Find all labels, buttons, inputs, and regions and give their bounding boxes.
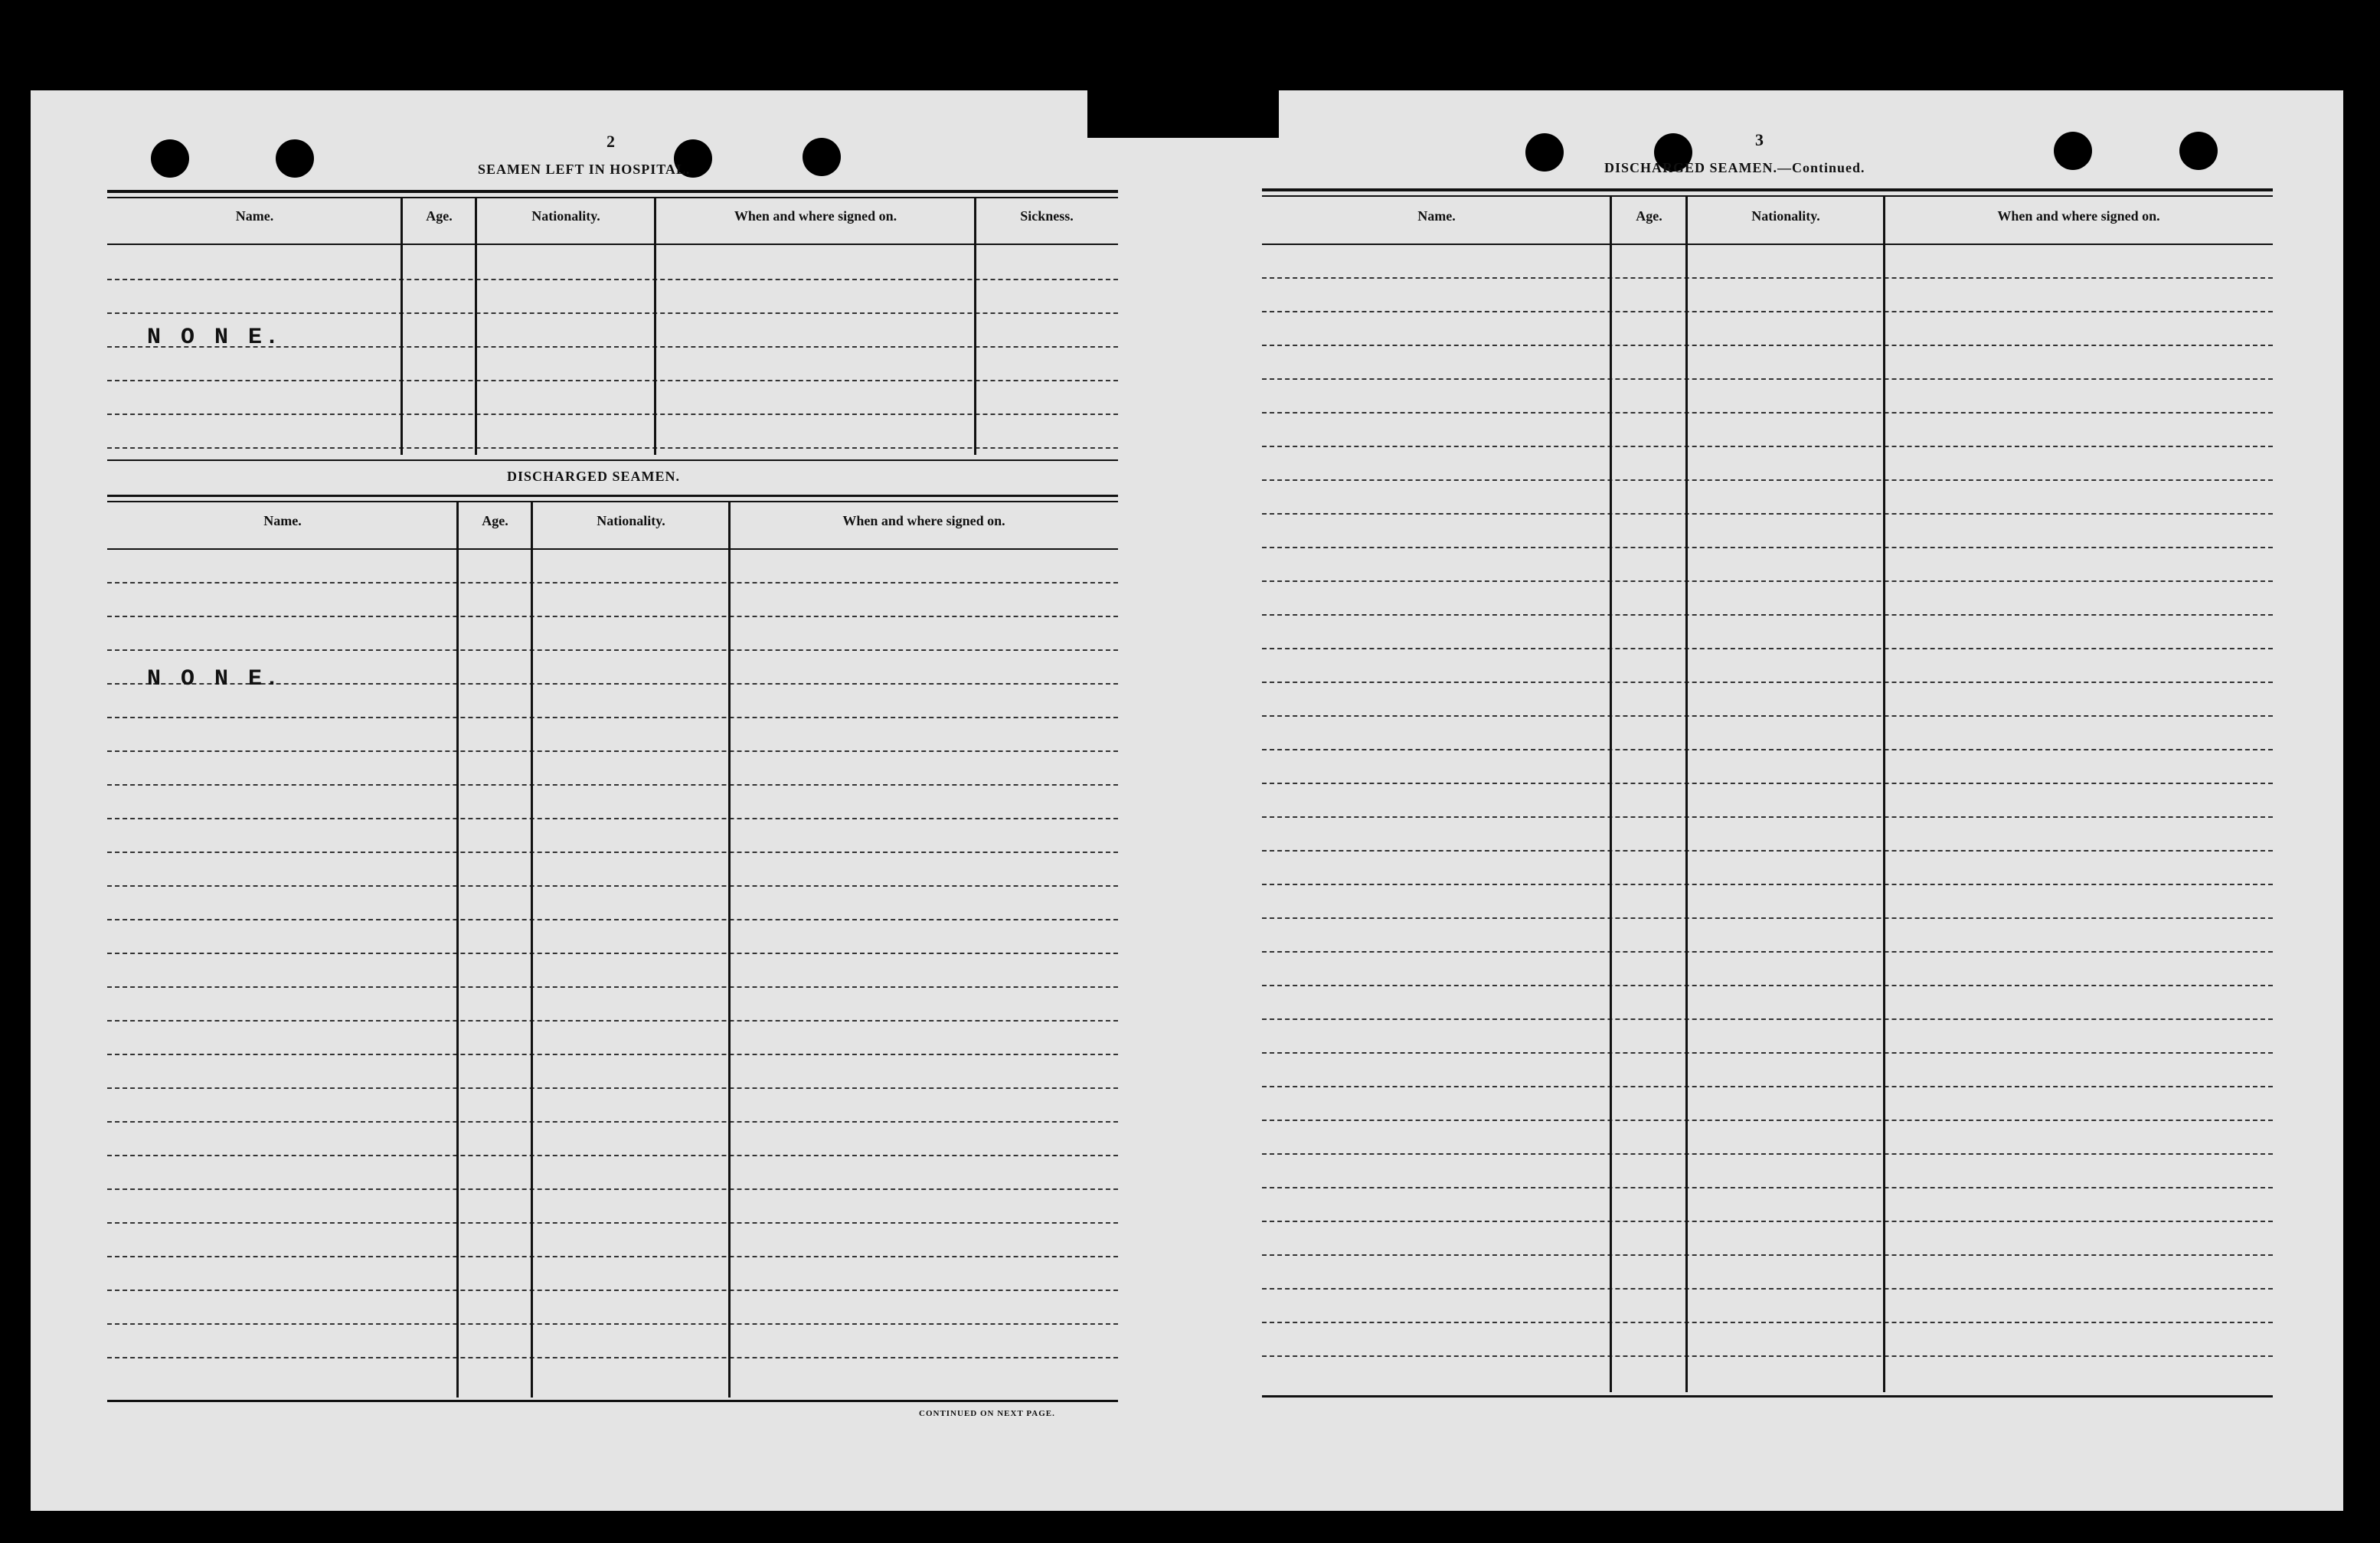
ruled-line — [107, 616, 1118, 617]
discharged-entry: N O N E. — [147, 666, 283, 692]
ruled-line — [107, 1155, 1118, 1156]
ruled-line — [1262, 1153, 2273, 1155]
ruled-line — [107, 986, 1118, 988]
ruled-line — [107, 649, 1118, 651]
ruled-line — [1262, 951, 2273, 953]
ruled-line — [1262, 1254, 2273, 1256]
ruled-line — [1262, 985, 2273, 986]
ruled-line — [1262, 648, 2273, 649]
ruled-line — [1262, 1086, 2273, 1087]
ruled-line — [107, 1323, 1118, 1325]
ruled-line — [107, 582, 1118, 584]
ruled-line — [1262, 311, 2273, 312]
discharged-top-rule-2 — [107, 501, 1118, 502]
ruled-line — [107, 312, 1118, 314]
left-bottom-rule — [107, 1400, 1118, 1402]
hospital-entry: N O N E. — [147, 325, 283, 351]
right-col-age: Age. — [1636, 208, 1662, 224]
hospital-top-rule-2 — [107, 197, 1118, 198]
hospital-col-sickness: Sickness. — [1020, 208, 1074, 224]
right-col-divider — [1883, 196, 1885, 1392]
ruled-line — [107, 1020, 1118, 1022]
ruled-line — [107, 852, 1118, 853]
ruled-line — [107, 1290, 1118, 1291]
ruled-line — [107, 784, 1118, 786]
discharged-col-divider — [456, 502, 459, 1398]
ruled-line — [1262, 1018, 2273, 1020]
ruled-line — [107, 919, 1118, 920]
ruled-line — [107, 279, 1118, 280]
punch-hole-icon — [276, 139, 314, 178]
ruled-line — [107, 885, 1118, 887]
ruled-line — [1262, 783, 2273, 784]
hospital-col-age: Age. — [426, 208, 453, 224]
hospital-col-divider — [974, 198, 976, 455]
right-col-name: Name. — [1417, 208, 1456, 224]
hospital-col-signed-on: When and where signed on. — [734, 208, 897, 224]
right-col-nationality: Nationality. — [1751, 208, 1820, 224]
ruled-line — [1262, 917, 2273, 919]
ruled-line — [1262, 1052, 2273, 1054]
ruled-line — [107, 414, 1118, 415]
ruled-line — [1262, 446, 2273, 447]
hospital-col-divider — [654, 198, 656, 455]
hospital-col-name: Name. — [235, 208, 274, 224]
ruled-line — [1262, 547, 2273, 548]
ruled-line — [1262, 1355, 2273, 1357]
right-col-divider — [1610, 196, 1612, 1392]
punch-hole-icon — [803, 138, 841, 176]
ruled-line — [107, 1188, 1118, 1190]
discharged-header-rule — [107, 548, 1118, 550]
ruled-line — [1262, 345, 2273, 346]
ruled-line — [1262, 1288, 2273, 1290]
punch-hole-icon — [1525, 133, 1564, 172]
ruled-line — [107, 1121, 1118, 1123]
right-section-title: DISCHARGED SEAMEN.—Continued. — [1604, 160, 1865, 175]
ruled-line — [1262, 479, 2273, 481]
hospital-top-rule — [107, 190, 1118, 193]
ruled-line — [1262, 682, 2273, 683]
discharged-top-rule — [107, 495, 1118, 497]
ruled-line — [107, 447, 1118, 449]
discharged-col-name: Name. — [263, 513, 302, 528]
discharged-section-title: DISCHARGED SEAMEN. — [507, 469, 681, 484]
ruled-line — [107, 1256, 1118, 1257]
ruled-line — [107, 1087, 1118, 1089]
page-number-left: 2 — [606, 132, 615, 151]
right-header-rule — [1262, 244, 2273, 245]
right-col-divider — [1685, 196, 1688, 1392]
discharged-col-signed-on: When and where signed on. — [842, 513, 1005, 528]
ruled-line — [1262, 1322, 2273, 1323]
ruled-line — [107, 750, 1118, 752]
ruled-line — [1262, 1187, 2273, 1188]
ruled-line — [1262, 816, 2273, 818]
right-top-rule-2 — [1262, 195, 2273, 197]
ruled-line — [1262, 749, 2273, 750]
right-col-signed-on: When and where signed on. — [1997, 208, 2160, 224]
ruled-line — [1262, 580, 2273, 582]
hospital-section-title: SEAMEN LEFT IN HOSPITAL. — [478, 162, 691, 177]
discharged-col-nationality: Nationality. — [597, 513, 665, 528]
discharged-col-divider — [531, 502, 533, 1398]
ruled-line — [1262, 614, 2273, 616]
discharged-col-divider — [728, 502, 731, 1398]
ruled-line — [1262, 412, 2273, 414]
hospital-col-divider — [400, 198, 403, 455]
punch-hole-icon — [2054, 132, 2092, 170]
right-bottom-rule — [1262, 1395, 2273, 1398]
right-top-rule — [1262, 188, 2273, 191]
torn-edge — [1087, 77, 1279, 138]
ruled-line — [107, 380, 1118, 381]
hospital-bottom-rule — [107, 459, 1118, 461]
ruled-line — [107, 818, 1118, 819]
page-number-right: 3 — [1755, 130, 1764, 149]
hospital-col-nationality: Nationality. — [531, 208, 600, 224]
ruled-line — [1262, 513, 2273, 515]
ruled-line — [1262, 1120, 2273, 1121]
ruled-line — [1262, 884, 2273, 885]
ruled-line — [107, 717, 1118, 718]
ruled-line — [107, 953, 1118, 954]
continued-note: CONTINUED ON NEXT PAGE. — [919, 1409, 1055, 1418]
ruled-line — [1262, 1221, 2273, 1222]
hospital-header-rule — [107, 244, 1118, 245]
hospital-col-divider — [475, 198, 477, 455]
discharged-col-age: Age. — [482, 513, 508, 528]
ruled-line — [107, 1357, 1118, 1358]
ruled-line — [107, 1222, 1118, 1224]
ruled-line — [1262, 277, 2273, 279]
ruled-line — [1262, 715, 2273, 717]
ruled-line — [107, 1054, 1118, 1055]
ruled-line — [1262, 378, 2273, 380]
document-sheet — [31, 90, 2343, 1511]
ruled-line — [1262, 850, 2273, 852]
punch-hole-icon — [151, 139, 189, 178]
punch-hole-icon — [2179, 132, 2218, 170]
